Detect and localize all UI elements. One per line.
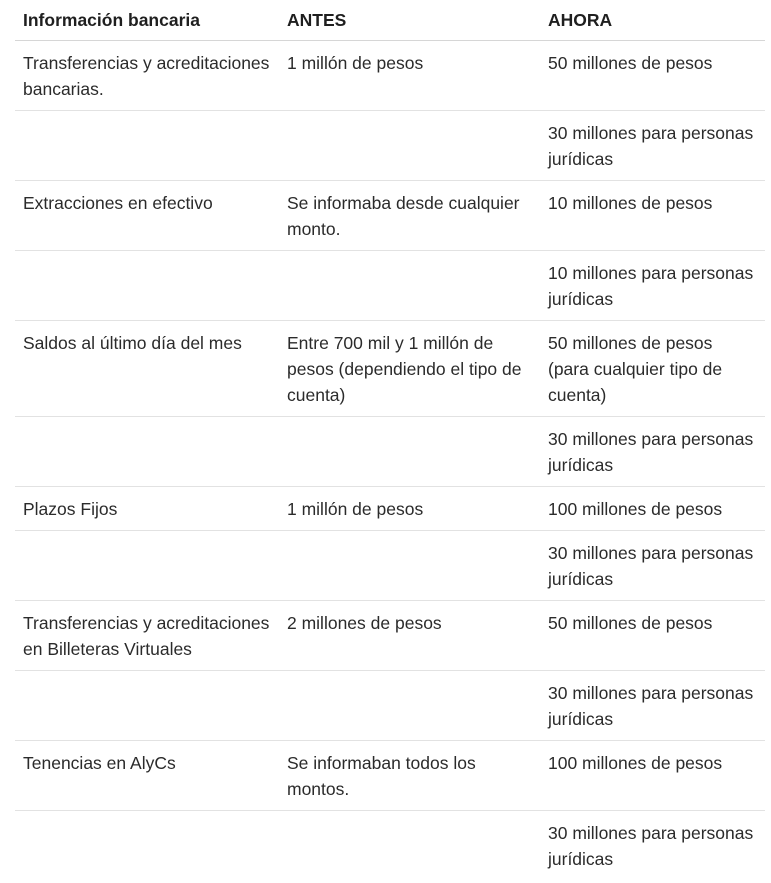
header-antes: ANTES [279, 0, 540, 41]
cell-antes: Entre 700 mil y 1 millón de pesos (dependiendo el tipo de cuenta) [279, 321, 540, 417]
cell-item [15, 671, 279, 741]
table-row [15, 741, 765, 811]
cell-antes [279, 111, 540, 181]
cell-ahora: 30 millones para personas jurídicas [548, 823, 754, 869]
cell-antes [279, 671, 540, 741]
table-row [15, 811, 765, 881]
cell-ahora: 30 millones para personas jurídicas [540, 671, 765, 741]
table-row [15, 41, 765, 111]
cell-antes [279, 251, 540, 321]
header-informacion-bancaria: Información bancaria [15, 0, 279, 41]
cell-antes: 2 millones de pesos [279, 601, 540, 671]
cell-antes [279, 531, 540, 601]
table-row [15, 601, 765, 671]
cell-ahora: 50 millones de pesos [540, 41, 765, 111]
cell-ahora: 30 millones para personas jurídicas [540, 531, 765, 601]
cell-ahora: 50 millones de pesos (para cualquier tipo de cuenta) [540, 321, 765, 417]
cell-item: Plazos Fijos [15, 487, 279, 531]
table-body [15, 41, 765, 881]
table-row [15, 671, 765, 741]
cell-item: Transferencias y acreditaciones en Billeteras Virtuales [15, 601, 279, 671]
cell-item [15, 111, 279, 181]
cell-ahora: 10 millones de pesos [540, 181, 765, 251]
cell-antes: 1 millón de pesos [279, 41, 540, 111]
cell-antes: Se informaban todos los montos. [279, 741, 540, 811]
cell-ahora: 50 millones de pesos [540, 601, 765, 671]
table-row [15, 417, 765, 487]
cell-ahora: 10 millones para personas jurídicas [540, 251, 765, 321]
banking-info-table [15, 0, 765, 880]
cell-ahora: 30 millones para personas jurídicas [540, 111, 765, 181]
cell-item: Transferencias y acreditaciones bancarias. [15, 41, 279, 111]
cell-item: Extracciones en efectivo [15, 181, 279, 251]
cell-antes: 1 millón de pesos [279, 487, 540, 531]
cell-ahora: 100 millones de pesos [540, 741, 765, 811]
table-row [15, 321, 765, 417]
header-row [15, 0, 765, 41]
header-ahora: AHORA [540, 0, 765, 41]
cell-item [15, 531, 279, 601]
table-row [15, 181, 765, 251]
table-row [15, 251, 765, 321]
cell-ahora: 30 millones para personas jurídicas [540, 417, 765, 487]
cell-item [15, 811, 279, 881]
table-row [15, 111, 765, 181]
cell-item [15, 417, 279, 487]
cell-item: Saldos al último día del mes [15, 321, 279, 417]
table-row [15, 487, 765, 531]
cell-antes: Se informaba desde cualquier monto. [279, 181, 540, 251]
cell-ahora: 100 millones de pesos [540, 487, 765, 531]
cell-item [15, 251, 279, 321]
cell-item: Tenencias en AlyCs [15, 741, 279, 811]
cell-antes [279, 417, 540, 487]
cell-antes [279, 811, 540, 881]
table-row [15, 531, 765, 601]
table-header [15, 0, 765, 41]
